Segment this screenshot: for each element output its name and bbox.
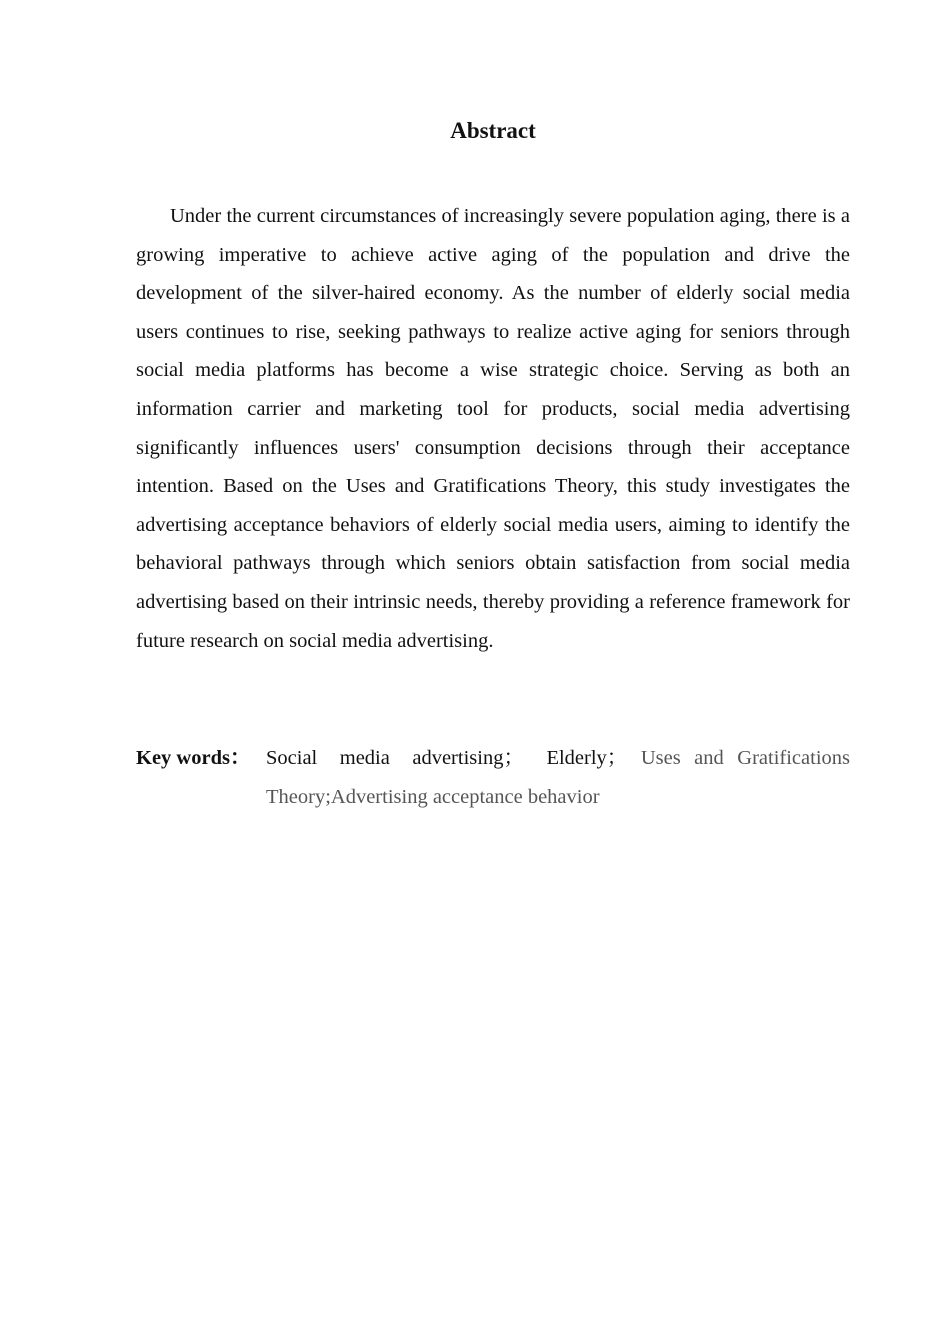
keywords-part-1: Social media advertising； Elderly； bbox=[266, 747, 628, 769]
keywords-section bbox=[136, 739, 850, 816]
abstract-body: Under the current circumstances of increasingly severe population aging, there is a growing imperative to achieve active aging of the population and drive the development of the silver-haired economy. As the number of elderly social media users continues to rise, seeking pathways to realize active aging for seniors through social media platforms has become a wise strategic choice. Serving as both an information carrier and marketing tool for products, social media advertising significantly influences users' consumption decisions through their acceptance intention. Based on the Uses and Gratifications Theory, this study investigates the advertising acceptance behaviors of elderly social media users, aiming to identify the behavioral pathways through which seniors obtain satisfaction from social media advertising based on their intrinsic needs, thereby providing a reference framework for future research on social media advertising. bbox=[136, 205, 850, 652]
abstract-title: Abstract bbox=[450, 118, 536, 143]
keywords-values bbox=[266, 739, 850, 816]
keywords-label: Key words： bbox=[136, 747, 251, 769]
keywords-part-2: Uses and Gratifications Theory;Advertising acceptance behavior bbox=[266, 747, 851, 808]
